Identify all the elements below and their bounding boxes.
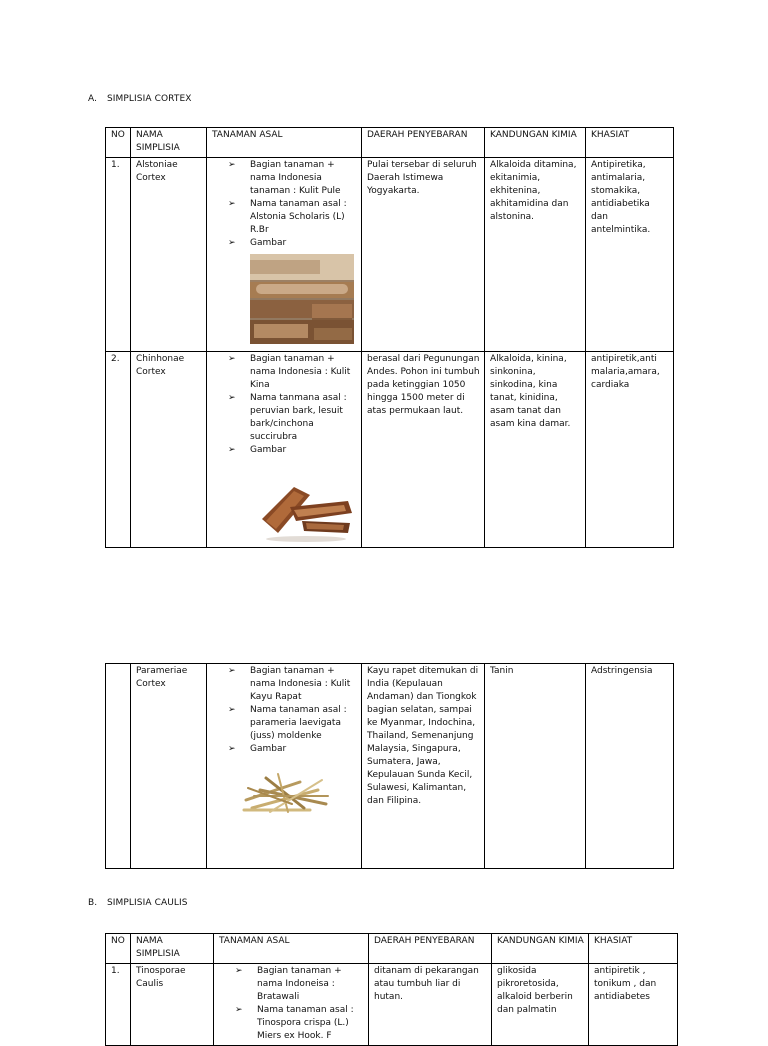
bullet-list bbox=[212, 665, 357, 756]
bullet-item: ➢ Nama tanmana asal : peruvian bark, lesuit bark/cinchona succirubra bbox=[228, 392, 357, 444]
row-kandungan: Tanin bbox=[485, 664, 586, 869]
table-header-row bbox=[106, 934, 678, 964]
row-kandungan: Alkaloida ditamina, ekitanimia, ekhitenina, akhitamidina dan alstonina. bbox=[485, 158, 586, 352]
bullet-item: ➢ Bagian tanaman + nama Indonesia : Kulit Kina bbox=[228, 353, 357, 392]
header-no: NO bbox=[106, 934, 131, 964]
header-tanaman-asal: TANAMAN ASAL bbox=[214, 934, 369, 964]
header-khasiat: KHASIAT bbox=[589, 934, 678, 964]
bullet-item: ➢ Nama tanaman asal : Tinospora crispa (L.) Miers ex Hook. F bbox=[235, 1004, 364, 1043]
row-khasiat: antipiretik , tonikum , dan antidiabetes bbox=[589, 964, 678, 1046]
header-no: NO bbox=[106, 128, 131, 158]
bullet-item: ➢ Bagian tanaman + nama Indoneisa : Bratawali bbox=[235, 965, 364, 1004]
cortex-table bbox=[105, 127, 674, 548]
section-b-number: B. bbox=[88, 898, 98, 908]
bullet-item: ➢ Gambar bbox=[228, 237, 357, 250]
parameria-bark-photo bbox=[240, 760, 332, 820]
header-nama-simplisia: NAMA SIMPLISIA bbox=[131, 934, 214, 964]
section-a-number: A. bbox=[88, 94, 98, 104]
bullet-item: ➢ Gambar bbox=[228, 743, 357, 756]
row-khasiat: Adstringensia bbox=[586, 664, 674, 869]
row-khasiat: antipiretik,anti malaria,amara, cardiaka bbox=[586, 352, 674, 548]
row-nama: Chinhonae Cortex bbox=[131, 352, 207, 548]
bullet-item: ➢ Nama tanaman asal : parameria laevigata (juss) moldenke bbox=[228, 704, 357, 743]
table-header-row bbox=[106, 128, 674, 158]
row-no: 1. bbox=[106, 158, 131, 352]
cortex-table-continued bbox=[105, 663, 674, 869]
row-tanaman-asal bbox=[214, 964, 369, 1046]
row-kandungan: glikosida pikroretosida, alkaloid berberin dan palmatin bbox=[492, 964, 589, 1046]
section-b-heading bbox=[88, 897, 188, 910]
cinchona-bark-photo bbox=[250, 461, 360, 545]
header-nama-simplisia: NAMA SIMPLISIA bbox=[131, 128, 207, 158]
section-b-title: SIMPLISIA CAULIS bbox=[106, 898, 188, 908]
bullet-list bbox=[212, 159, 357, 250]
row-khasiat: Antipiretika, antimalaria, stomakika, antidiabetika dan antelmintika. bbox=[586, 158, 674, 352]
header-khasiat: KHASIAT bbox=[586, 128, 674, 158]
row-no bbox=[106, 664, 131, 869]
table-row bbox=[106, 964, 678, 1046]
table-row bbox=[106, 664, 674, 869]
section-a-heading bbox=[88, 93, 192, 106]
header-daerah-penyebaran: DAERAH PENYEBARAN bbox=[362, 128, 485, 158]
bullet-item: ➢ Bagian tanaman + nama Indonesia : Kulit Kayu Rapat bbox=[228, 665, 357, 704]
header-kandungan-kimia: KANDUNGAN KIMIA bbox=[492, 934, 589, 964]
bullet-list bbox=[212, 353, 357, 457]
header-kandungan-kimia: KANDUNGAN KIMIA bbox=[485, 128, 586, 158]
row-nama: Parameriae Cortex bbox=[131, 664, 207, 869]
header-daerah-penyebaran: DAERAH PENYEBARAN bbox=[369, 934, 492, 964]
row-kandungan: Alkaloida, kinina, sinkonina, sinkodina, kina tanat, kinidina, asam tanat dan asam kina damar. bbox=[485, 352, 586, 548]
row-daerah: berasal dari Pegunungan Andes. Pohon ini tumbuh pada ketinggian 1050 hingga 1500 meter di atas permukaan laut. bbox=[362, 352, 485, 548]
row-tanaman-asal bbox=[207, 158, 362, 352]
row-no: 2. bbox=[106, 352, 131, 548]
row-nama: Alstoniae Cortex bbox=[131, 158, 207, 352]
row-tanaman-asal bbox=[207, 664, 362, 869]
row-tanaman-asal bbox=[207, 352, 362, 548]
row-nama: Tinosporae Caulis bbox=[131, 964, 214, 1046]
row-daerah: Kayu rapet ditemukan di India (Kepulauan Andaman) dan Tiongkok bagian selatan, sampai ke Myanmar, Indochina, Thailand, Semenanjung Malaysia, Singapura, Sumatera, Jawa, Kepulauan Sunda Kecil, Sulawesi, Kalimantan, dan Filipina. bbox=[362, 664, 485, 869]
row-daerah: Pulai tersebar di seluruh Daerah Istimewa Yogyakarta. bbox=[362, 158, 485, 352]
alstonia-bark-photo bbox=[250, 254, 354, 344]
header-tanaman-asal: TANAMAN ASAL bbox=[207, 128, 362, 158]
bullet-item: ➢ Bagian tanaman + nama Indonesia tanaman : Kulit Pule bbox=[228, 159, 357, 198]
bullet-list bbox=[219, 965, 364, 1043]
section-a-title: SIMPLISIA CORTEX bbox=[106, 94, 192, 104]
bullet-item: ➢ Gambar bbox=[228, 444, 357, 457]
row-daerah: ditanam di pekarangan atau tumbuh liar di hutan. bbox=[369, 964, 492, 1046]
table-row bbox=[106, 352, 674, 548]
row-no: 1. bbox=[106, 964, 131, 1046]
table-row bbox=[106, 158, 674, 352]
bullet-item: ➢ Nama tanaman asal : Alstonia Scholaris (L) R.Br bbox=[228, 198, 357, 237]
caulis-table bbox=[105, 933, 678, 1046]
